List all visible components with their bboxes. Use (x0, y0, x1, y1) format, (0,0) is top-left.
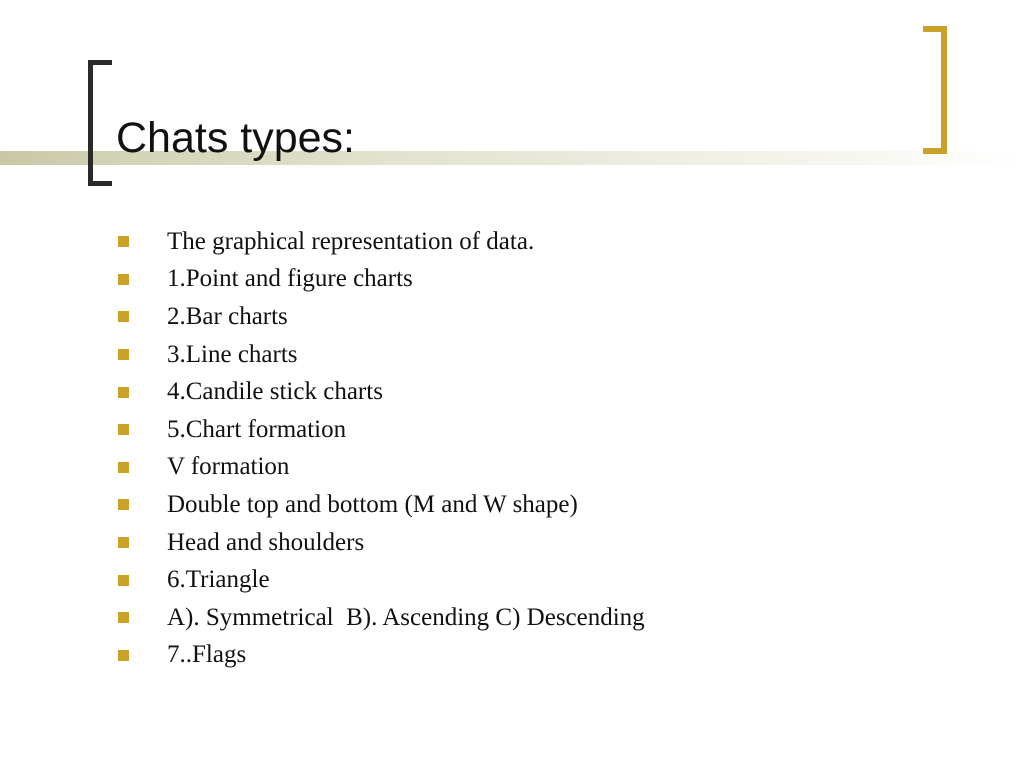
list-item (118, 373, 645, 411)
square-bullet-icon (118, 575, 129, 586)
square-bullet-icon (118, 499, 129, 510)
square-bullet-icon (118, 236, 129, 247)
square-bullet-icon (118, 612, 129, 623)
square-bullet-icon (118, 650, 129, 661)
list-item-text: Double top and bottom (M and W shape) (167, 490, 578, 518)
list-item (118, 449, 645, 487)
list-item (118, 298, 645, 336)
list-item (118, 223, 645, 261)
list-item (118, 336, 645, 374)
square-bullet-icon (118, 537, 129, 548)
bullet-list (118, 223, 645, 674)
square-bullet-icon (118, 387, 129, 398)
list-item-text: Head and shoulders (167, 528, 365, 556)
square-bullet-icon (118, 424, 129, 435)
list-item-text: V formation (167, 453, 290, 481)
list-item (118, 261, 645, 299)
square-bullet-icon (118, 462, 129, 473)
square-bullet-icon (118, 274, 129, 285)
list-item-text: 2.Bar charts (167, 302, 288, 330)
square-bullet-icon (118, 311, 129, 322)
list-item-text: 1.Point and figure charts (167, 265, 413, 293)
list-item (118, 486, 645, 524)
list-item-text: The graphical representation of data. (167, 227, 535, 255)
list-item (118, 561, 645, 599)
list-item-text: 7..Flags (167, 641, 247, 669)
list-item-text: A). Symmetrical B). Ascending C) Descending (167, 603, 645, 631)
list-item-text: 6.Triangle (167, 566, 270, 594)
list-item (118, 599, 645, 637)
list-item (118, 411, 645, 449)
left-bracket-decoration (88, 60, 112, 186)
list-item (118, 637, 645, 675)
list-item-text: 4.Candile stick charts (167, 378, 383, 406)
list-item-text: 5.Chart formation (167, 415, 347, 443)
square-bullet-icon (118, 349, 129, 360)
slide-title: Chats types: (116, 114, 355, 162)
right-bracket-decoration (923, 26, 947, 154)
list-item (118, 524, 645, 562)
list-item-text: 3.Line charts (167, 340, 298, 368)
